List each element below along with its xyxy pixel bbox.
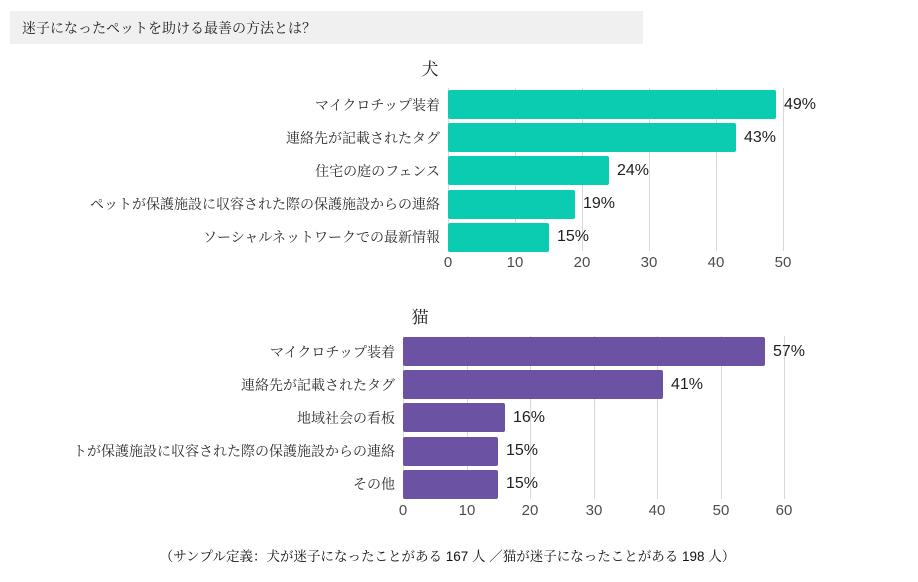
bar [448, 223, 549, 252]
value-label: 49% [784, 95, 817, 113]
x-axis-tick: 40 [648, 502, 666, 519]
value-label: 15% [506, 442, 539, 460]
chart-title: 犬 [421, 60, 439, 79]
value-label: 41% [671, 375, 704, 393]
x-axis-tick: 20 [521, 502, 539, 519]
category-label: マイクロチップ装着 [314, 96, 440, 113]
x-axis-tick: 0 [398, 502, 408, 519]
bar [448, 90, 776, 119]
bar [403, 403, 505, 432]
page-title: 迷子になったペットを助ける最善の方法とは？ [22, 19, 316, 36]
page-title-bar [10, 11, 643, 44]
bar [448, 123, 736, 152]
category-label: ソーシャルネットワークでの最新情報 [202, 229, 440, 246]
value-label: 15% [557, 228, 590, 246]
value-label: 19% [583, 195, 616, 213]
category-label: 連絡先が記載されたタグ [241, 376, 395, 393]
x-axis-tick: 20 [573, 254, 591, 271]
x-axis-tick: 30 [585, 502, 603, 519]
x-axis-tick: 30 [640, 254, 658, 271]
category-label: マイクロチップ装着 [269, 343, 395, 360]
x-axis-tick: 50 [774, 254, 792, 271]
bar [403, 370, 663, 399]
category-label: トが保護施設に収容された際の保護施設からの連絡 [73, 443, 395, 460]
x-axis-tick: 40 [707, 254, 725, 271]
bar [448, 190, 575, 219]
value-label: 16% [513, 408, 546, 426]
sample-definition-footnote: （サンプル定義：犬が迷子になったことがある 167 人 ／猫が迷子になったことがある 198 人） [159, 549, 736, 564]
x-axis-tick: 0 [443, 254, 453, 271]
bar [403, 337, 765, 366]
value-label: 15% [506, 475, 539, 493]
category-label: 地域社会の看板 [297, 409, 395, 426]
cat-chart [0, 300, 918, 535]
x-axis-tick: 10 [506, 254, 524, 271]
category-label: ペットが保護施設に収容された際の保護施設からの連絡 [90, 196, 440, 213]
bar [403, 437, 498, 466]
x-axis-tick: 50 [712, 502, 730, 519]
category-label: 連絡先が記載されたタグ [286, 129, 440, 146]
bar [403, 470, 498, 499]
x-axis-tick: 60 [775, 502, 793, 519]
x-axis-tick: 10 [458, 502, 476, 519]
chart-title: 猫 [411, 308, 429, 327]
dog-chart [0, 52, 918, 287]
category-label: その他 [353, 476, 395, 493]
value-label: 57% [773, 342, 806, 360]
category-label: 住宅の庭のフェンス [315, 162, 440, 179]
value-label: 43% [744, 128, 777, 146]
bar [448, 156, 609, 185]
value-label: 24% [617, 161, 650, 179]
